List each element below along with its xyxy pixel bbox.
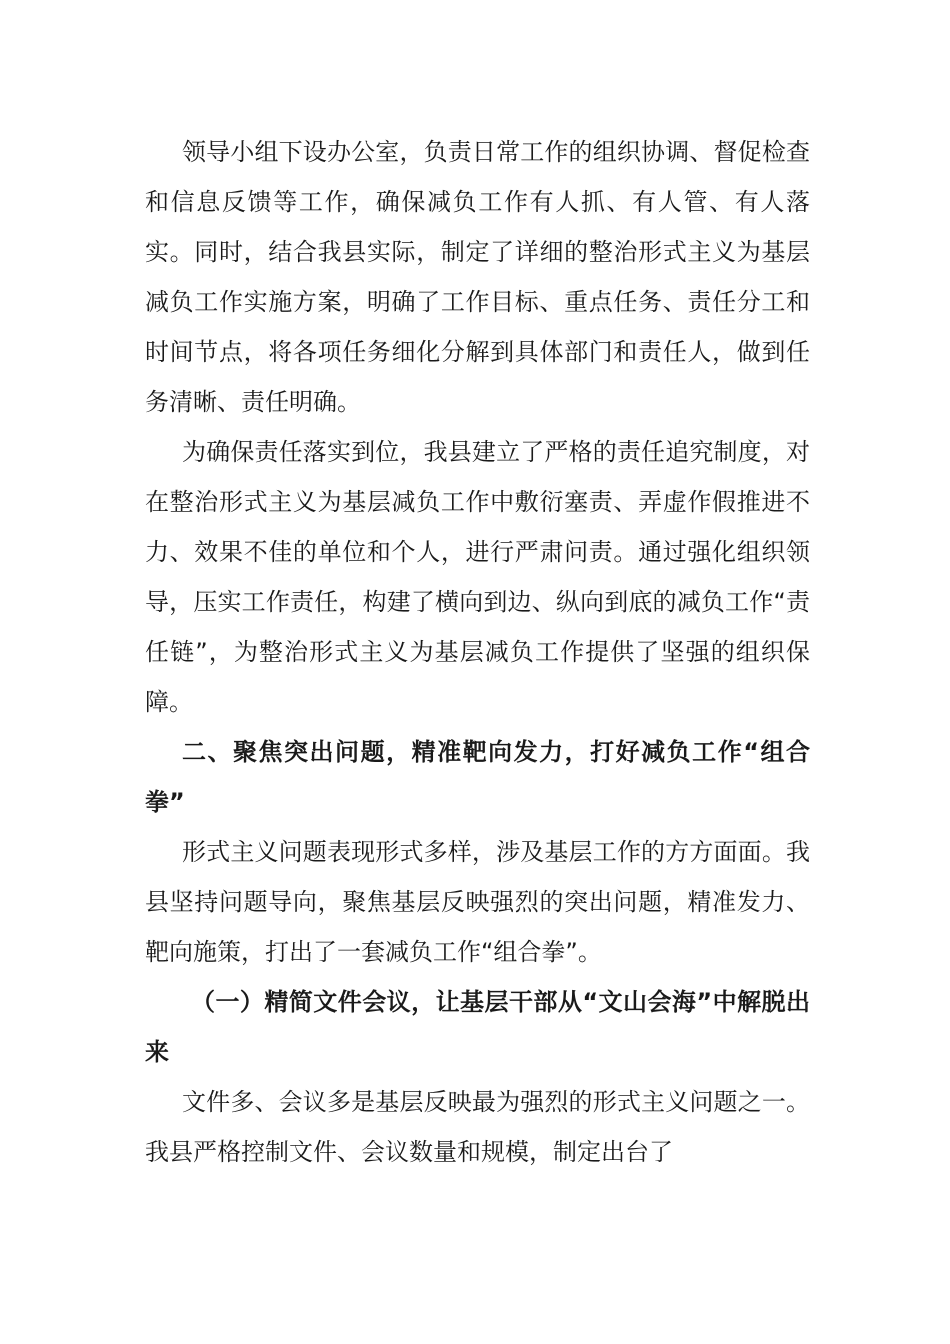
document-body <box>145 127 810 1177</box>
body-paragraph-office-setup: 领导小组下设办公室，负责日常工作的组织协调、督促检查和信息反馈等工作，确保减负工作有人抓、有人管、有人落实。同时，结合我县实际，制定了详细的整治形式主义为基层减负工作实施方案，明确了工作目标、重点任务、责任分工和时间节点，将各项任务细化分解到具体部门和责任人，做到任务清晰、责任明确。 <box>145 138 810 416</box>
body-paragraph-problem-oriented: 形式主义问题表现形式多样，涉及基层工作的方方面面。我县坚持问题导向，聚焦基层反映强烈的突出问题，精准发力、靶向施策，打出了一套减负工作“组合拳”。 <box>145 838 810 966</box>
body-paragraph-accountability: 为确保责任落实到位，我县建立了严格的责任追究制度，对在整治形式主义为基层减负工作中敷衍塞责、弄虚作假推进不力、效果不佳的单位和个人，进行严肃问责。通过强化组织领导，压实工作责任，构建了横向到边、纵向到底的减负工作“责任链”，为整治形式主义为基层减负工作提供了坚强的组织保障。 <box>145 438 810 716</box>
subsection-heading-streamline-meetings: （一）精简文件会议，让基层干部从“文山会海”中解脱出来 <box>145 988 810 1066</box>
section-heading-focus-problems: 二、聚焦突出问题，精准靶向发力，打好减负工作“组合拳” <box>145 738 810 816</box>
body-paragraph-documents-meetings: 文件多、会议多是基层反映最为强烈的形式主义问题之一。我县严格控制文件、会议数量和规模，制定出台了 <box>145 1088 810 1166</box>
